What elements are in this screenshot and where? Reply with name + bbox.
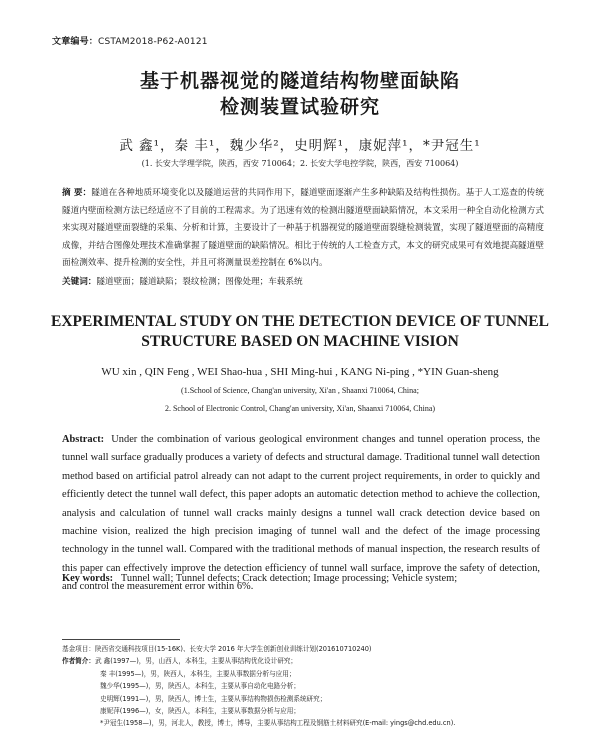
footnote-divider [62,639,180,640]
english-affiliation-1: (1.School of Science, Chang'an university, Xi'an , Shaanxi 710064, China; [181,386,419,395]
author-bio-row [62,655,548,667]
english-title-line-2: STRUCTURE BASED ON MACHINE VISION [141,333,459,350]
chinese-abstract-label: 摘 要： [62,188,92,198]
english-author-list: WU xin , QIN Feng , WEI Shao-hua , SHI Ming-hui , KANG Ni-ping , *YIN Guan-sheng [101,366,499,378]
author-bio-text: 康妮萍(1996—)，女，陕西人，本科生，主要从事数据分析与应用； [100,707,300,716]
chinese-author-list: 武 鑫¹，秦 丰¹，魏少华²，史明辉¹，康妮萍¹，*尹冠生¹ [119,138,481,154]
chinese-title-line-2: 检测装置试验研究 [219,96,380,118]
author-bio-text: *尹冠生(1958—)，男，河北人，教授，博士，博导，主要从事结构工程及钢筋土材料研究(E-mail: yings@chd.edu.cn). [100,719,456,728]
chinese-keywords-label: 关键词： [62,276,97,287]
english-title-line-1: EXPERIMENTAL STUDY ON THE DETECTION DEVICE OF TUNNEL [51,313,549,330]
chinese-title-line-1: 基于机器视觉的隧道结构物壁面缺陷 [139,70,460,92]
author-bio-text: 史明辉(1991—)，男，陕西人，博士生，主要从事结构物损伤检测系统研究； [100,694,327,703]
english-keywords [62,573,540,584]
chinese-abstract-text: 隧道在各种地质环境变化以及隧道运营的共同作用下，隧道壁面逐渐产生多种缺陷及结构性损伤。基于人工巡查的传统隧道内壁面检测方法已经适应不了目前的工程需求。为了迅速有效的检测出隧道壁面缺陷情况，本文采用一种全自动化检测方式来实现对隧道壁面裂缝的采集、分析和计算，主要设计了一种基于机器视觉的隧道壁面裂缝检测装置，实现了隧道壁面的高精度成像，并结合图像处理技术准确掌握了隧道壁面的缺陷情况。相比于传统的人工检查方式，本文的研究成果可有效地提高隧道壁面检测效率、提升检测的安全性，并且可将测量误差控制在 6%以内。 [62,188,544,268]
document-number-value: CSTAM2018-P62-A0121 [98,37,208,47]
author-bio-label: 作者简介： [62,657,95,666]
english-keywords-label: Key words: [62,573,114,584]
author-bio-text: 秦 丰(1995—)，男，陕西人，本科生，主要从事数据分析与应用； [100,669,296,678]
english-abstract-label: Abstract: [62,434,105,445]
chinese-abstract [62,185,544,273]
chinese-affiliation: (1. 长安大学理学院，陕西，西安 710064；2. 长安大学电控学院，陕西，西安 710064) [141,159,459,168]
author-bio-text: 魏少华(1995—)，男，陕西人，本科生，主要从事自动化电路分析； [100,682,300,691]
document-number [52,34,208,47]
english-affiliation-2: 2. School of Electronic Control, Chang'an university, Xi'an, Shaanxi 710064, China) [164,404,436,413]
english-abstract [62,431,540,597]
english-abstract-text: Under the combination of various geological environment changes and tunnel operation process, the tunnel wall surface gradually produces a variety of defects and structural damage. Traditional tunnel wall detection method based on artificial patrol already can not adapt to the current project requirements, in order to quickly and efficiently detect the tunnel wall defect, this paper adopts an automatic detection method to achieve the collection, analysis and calculation of tunnel wall cracks mainly designs a tunnel wall crack detection device based on machine vision, realized the high precision imaging of tunnel wall and the defect of the image processing technology in the tunnel wall. Compared with the traditional methods of manual inspection, the research results of this paper can effectively improve the detection efficiency of tunnel wall surface, improve the safety of detection, and control the measurement error within 6%. [62,434,540,593]
fund-footnote: 基金项目：陕西省交通科技项目(15-16K)、长安大学 2016 年大学生创新创业训练计划(201610710240) [62,645,372,653]
footnotes [62,643,548,730]
english-keywords-text: Tunnel wall; Tunnel defects; Crack detection; Image processing; Vehicle system; [120,573,458,584]
chinese-abstract-section [62,185,544,291]
chinese-keywords [62,274,544,292]
chinese-keywords-text: 隧道壁面；隧道缺陷；裂纹检测；图像处理；车载系统 [96,276,303,287]
document-number-label: 文章编号： [52,37,99,47]
author-bio-text: 武 鑫(1997—)，男，山西人，本科生，主要从事结构优化设计研究； [94,657,298,666]
